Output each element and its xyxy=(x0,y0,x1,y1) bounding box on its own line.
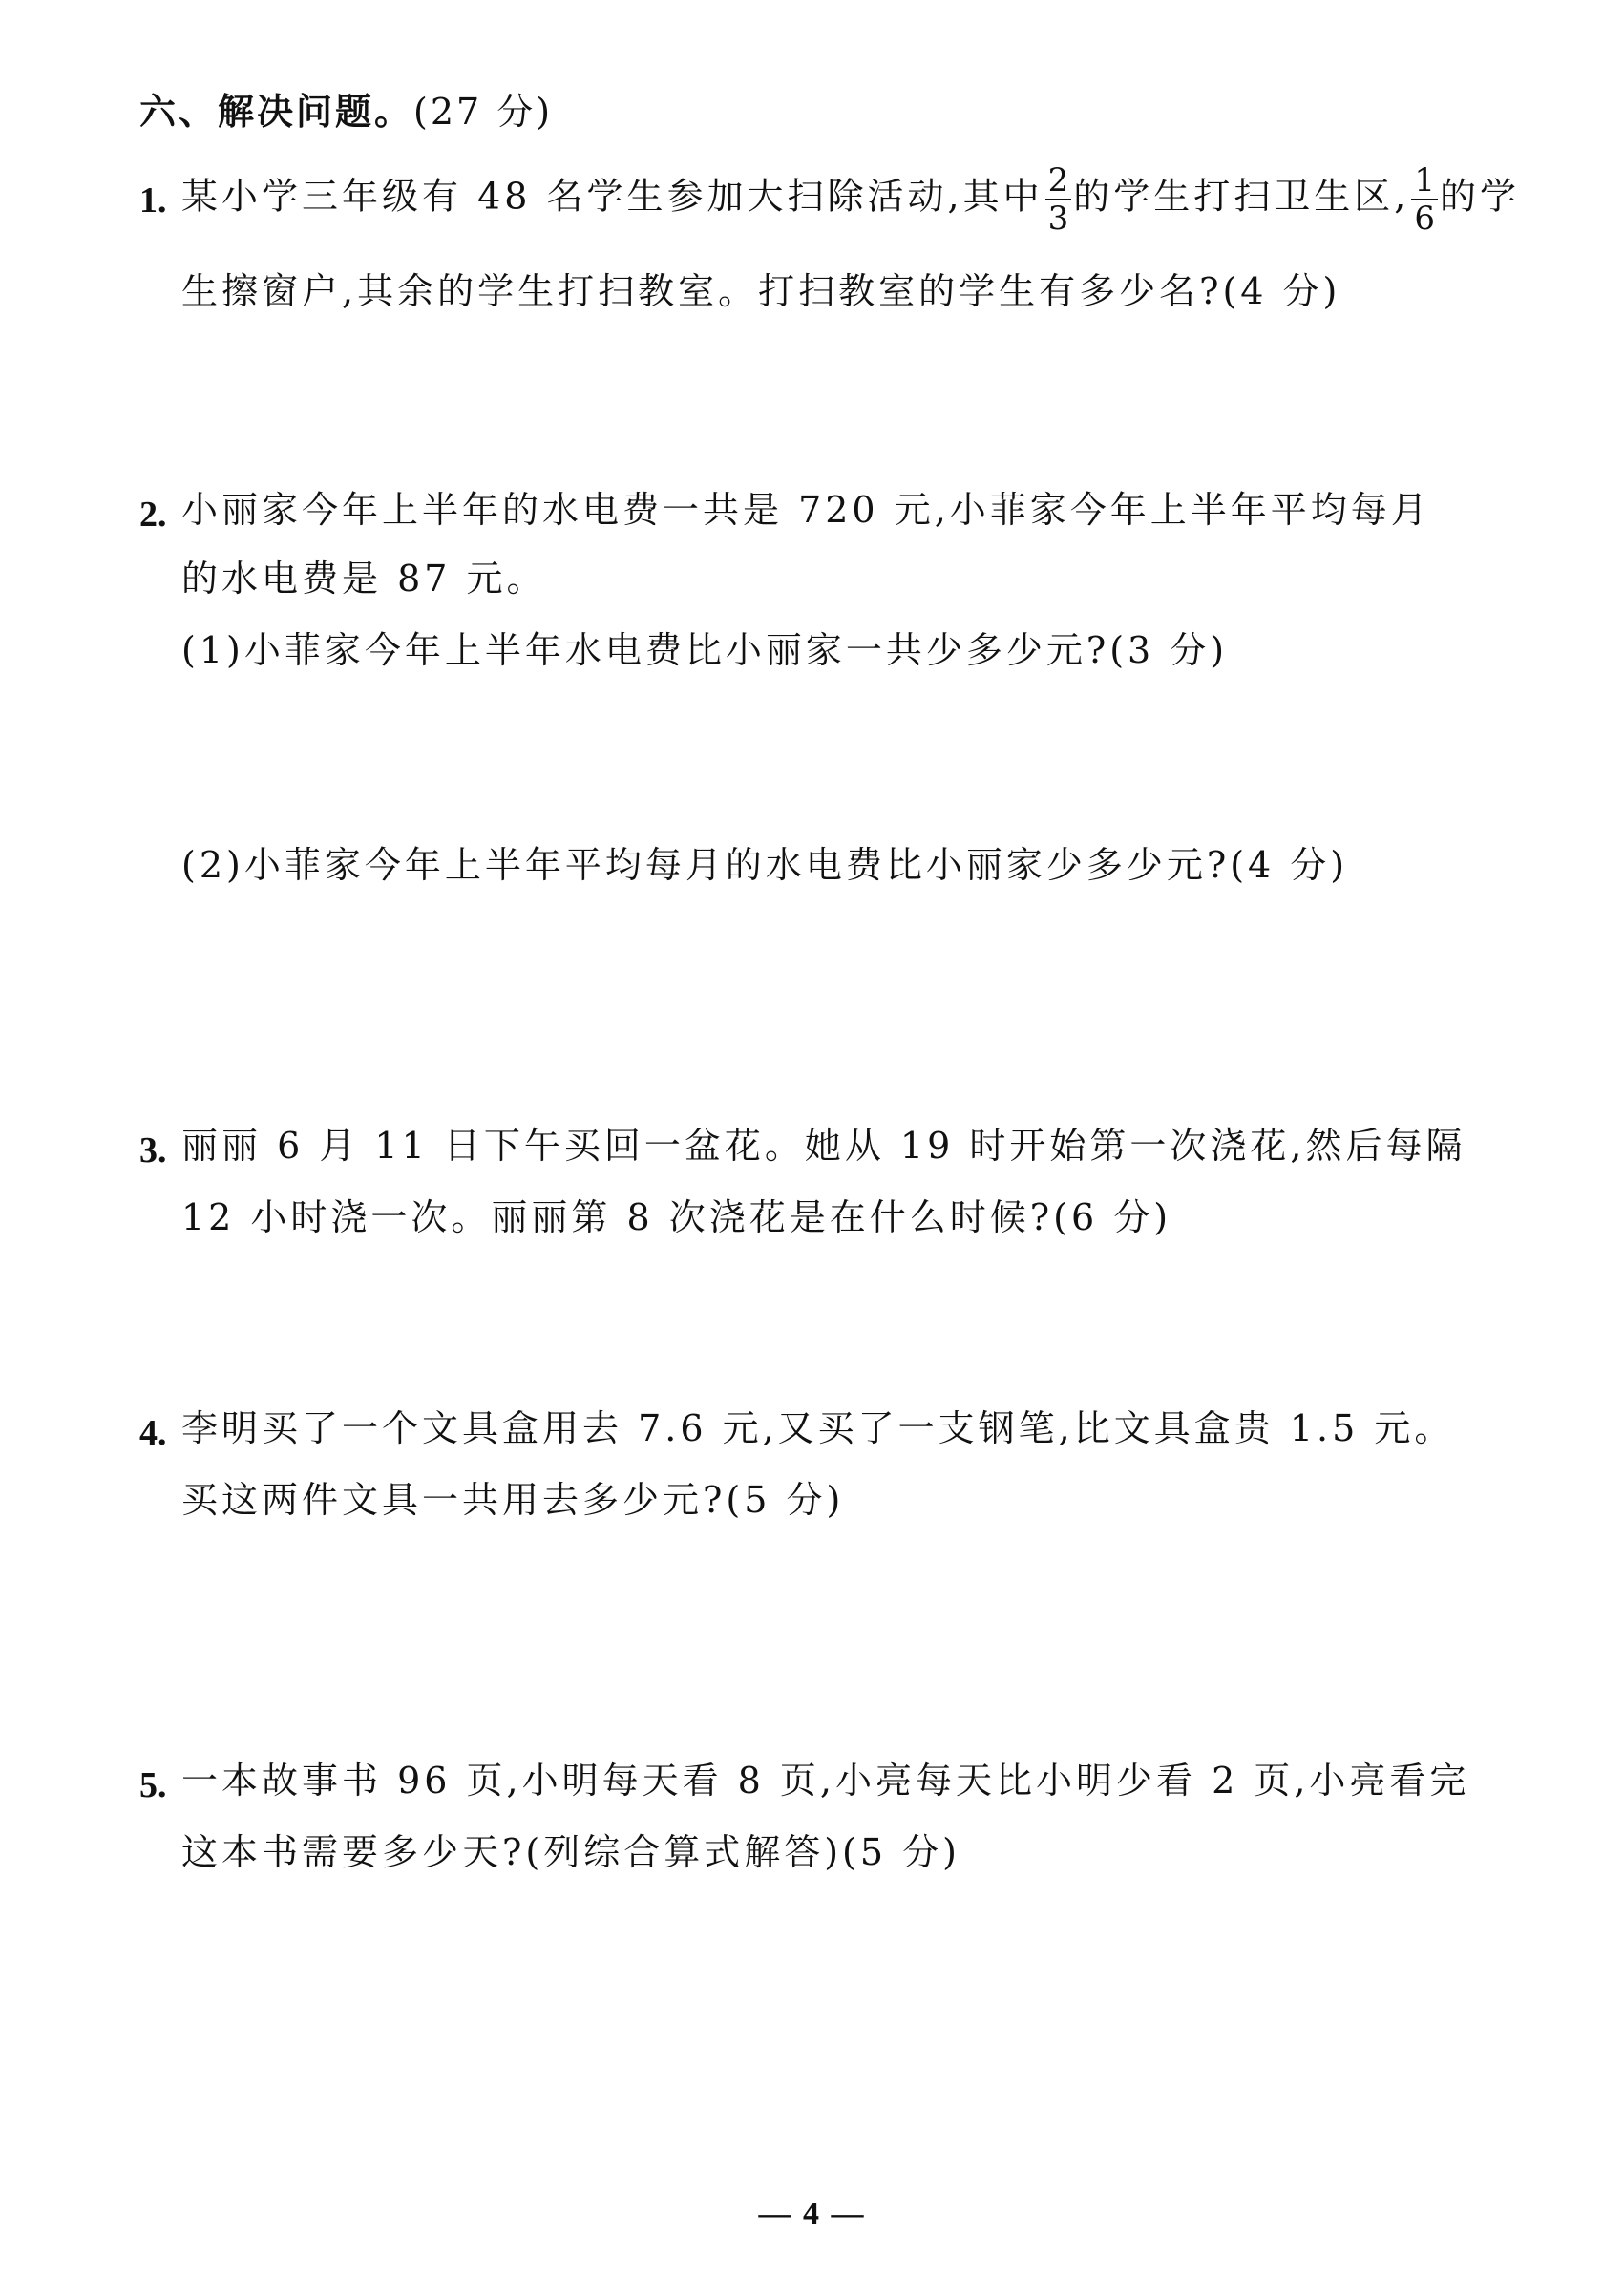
question-5-line-1: 一本故事书 96 页,小明每天看 8 页,小亮每天比小明少看 2 页,小亮看完 xyxy=(181,1760,1470,1802)
question-5-number: 5. xyxy=(139,1765,167,1805)
page-number: — 4 — xyxy=(758,2196,866,2231)
question-5-line-2: 这本书需要多少天?(列综合算式解答)(5 分) xyxy=(181,1831,960,1873)
question-1-text-c: 的学 xyxy=(1439,175,1520,218)
question-4-number: 4. xyxy=(139,1413,167,1453)
section-heading xyxy=(139,82,553,135)
question-3-line-2: 12 小时浇一次。丽丽第 8 次浇花是在什么时候?(6 分) xyxy=(181,1196,1172,1238)
question-3-number: 3. xyxy=(139,1130,167,1171)
question-4-line-1: 李明买了一个文具盒用去 7.6 元,又买了一支钢笔,比文具盒贵 1.5 元。 xyxy=(181,1407,1455,1449)
section-points: (27 分) xyxy=(413,91,554,133)
question-1-number: 1. xyxy=(139,180,167,221)
question-2-sub-1: (1)小菲家今年上半年水电费比小丽家一共少多少元?(3 分) xyxy=(181,629,1229,671)
fraction-one-sixth xyxy=(1411,161,1438,238)
section-title: 六、解决问题。 xyxy=(139,90,414,133)
question-2-sub-2: (2)小菲家今年上半年平均每月的水电费比小丽家少多少元?(4 分) xyxy=(181,844,1349,886)
question-1-line-2: 生擦窗户,其余的学生打扫教室。打扫教室的学生有多少名?(4 分) xyxy=(181,270,1341,312)
question-2-line-2: 的水电费是 87 元。 xyxy=(181,558,547,600)
question-4-line-2: 买这两件文具一共用去多少元?(5 分) xyxy=(181,1479,845,1521)
question-1-text-a: 某小学三年级有 48 名学生参加大扫除活动,其中 xyxy=(181,175,1044,218)
question-1-line-1 xyxy=(181,161,1520,238)
fraction-denominator: 3 xyxy=(1047,200,1069,238)
fraction-numerator: 2 xyxy=(1045,164,1072,200)
fraction-two-thirds xyxy=(1045,161,1072,238)
question-3-line-1: 丽丽 6 月 11 日下午买回一盆花。她从 19 时开始第一次浇花,然后每隔 xyxy=(181,1125,1466,1167)
question-1-text-b: 的学生打扫卫生区, xyxy=(1073,175,1410,218)
fraction-denominator: 6 xyxy=(1414,200,1435,238)
question-2-line-1: 小丽家今年上半年的水电费一共是 720 元,小菲家今年上半年平均每月 xyxy=(181,489,1431,531)
fraction-numerator: 1 xyxy=(1411,164,1438,200)
question-2-number: 2. xyxy=(139,495,167,535)
